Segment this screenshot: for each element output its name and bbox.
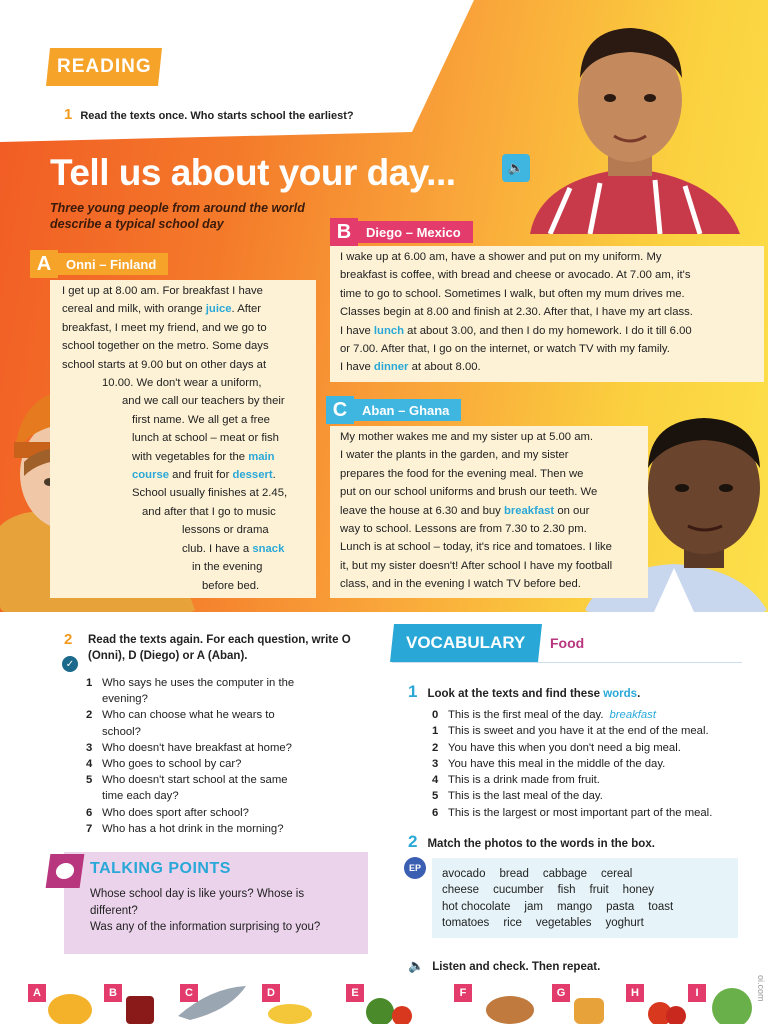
text-line: first name. We all get a free xyxy=(132,413,270,426)
word-option: honey xyxy=(622,884,655,897)
word-row xyxy=(442,899,728,915)
photo-label: H xyxy=(626,984,644,1002)
vocab-exercise-2-instruction: 2 Match the photos to the words in the box. xyxy=(408,832,655,851)
text-line: I water the plants in the garden, and my sister xyxy=(340,449,569,462)
word-option: fruit xyxy=(589,884,609,897)
text-line: club. I have a snack xyxy=(182,542,285,555)
text-line: put on our school uniforms and brush our teeth. We xyxy=(340,486,598,499)
vocab-definitions xyxy=(432,707,752,821)
text-b-body xyxy=(330,246,764,382)
word-row xyxy=(442,866,728,882)
vocab-highlight: course xyxy=(132,469,170,482)
vocab-highlight: main xyxy=(248,450,275,463)
word-option: cheese xyxy=(442,884,480,897)
list-item: 6 Who does sport after school? xyxy=(86,806,249,819)
text-line: it, but my sister doesn't! After school I have my football xyxy=(340,559,613,572)
speaker-icon: 🔈 xyxy=(408,958,425,973)
vocab-exercise-1-instruction: 1 Look at the texts and find these words. xyxy=(408,682,641,701)
photo-label: D xyxy=(262,984,280,1002)
text-line: school together on the metro. Some days xyxy=(62,340,269,353)
text-line: breakfast, I meet my friend, and we go to xyxy=(62,321,267,334)
text-line: prepares the food for the evening meal. Then we xyxy=(340,467,584,480)
list-item: 5 Who doesn't start school at the same time each day? xyxy=(86,774,288,803)
speaker-icon: 🔈 xyxy=(507,160,525,175)
check-icon: ✓ xyxy=(62,656,78,672)
example-answer: breakfast xyxy=(609,709,656,721)
talking-points-box xyxy=(48,852,368,960)
word-row xyxy=(442,915,728,931)
text-line: or 7.00. After that, I go on the internet, or watch TV with my family. xyxy=(340,343,670,356)
list-item: 7 Who has a hot drink in the morning? xyxy=(86,822,284,835)
word-option: pasta xyxy=(606,900,635,913)
list-item: 3 You have this meal in the middle of the day. xyxy=(432,757,666,770)
text-a-tag: A Onni – Finland xyxy=(30,250,168,278)
vocab-highlight: dessert xyxy=(232,469,273,482)
list-item: 4 Who goes to school by car? xyxy=(86,758,242,771)
text-line: time to go to school. Sometimes I walk, but often my mum drives me. xyxy=(340,287,685,300)
word-option: avocado xyxy=(442,868,486,880)
word-option: mango xyxy=(556,900,593,913)
list-item: 6 This is the largest or most important part of the meal. xyxy=(432,806,713,819)
vocabulary-topic: Food xyxy=(550,635,585,651)
list-item: 1 Who says he uses the computer in the evening? xyxy=(86,677,295,706)
text-line: I wake up at 6.00 am, have a shower and put on my uniform. My xyxy=(340,251,662,263)
vocab-highlight: lunch xyxy=(373,324,405,337)
list-item: 1 This is sweet and you have it at the end of the meal. xyxy=(432,725,709,738)
text-line: breakfast is coffee, with bread and cheese or avocado. At 7.00 am, it's xyxy=(340,269,691,282)
text-line: I have lunch at about 3.00, and then I do my homework. I do it till 6.00 xyxy=(340,324,692,337)
text-line: school starts at 9.00 but on other days at xyxy=(62,358,267,371)
talking-points-title: TALKING POINTS xyxy=(90,860,231,877)
text-line: Was any of the information surprising to you? xyxy=(90,921,321,933)
page-title: Tell us about your day... xyxy=(50,152,456,193)
text-line: and after that I go to music xyxy=(142,505,276,518)
text-line: leave the house at 6.30 and buy breakfast on our xyxy=(340,504,590,517)
photo-label: G xyxy=(552,984,570,1002)
text-line: class, and in the evening I watch TV before bed. xyxy=(340,578,581,591)
exercise-2-instruction: 2 Read the texts again. For each question, write O (Onni), D (Diego) or A (Aban). xyxy=(64,631,351,662)
text-line: I have dinner at about 8.00. xyxy=(340,361,481,374)
word-option: toast xyxy=(648,900,674,913)
text-line: way to school. Lessons are from 7.30 to 2.30 pm. xyxy=(340,523,587,536)
text-line: cereal and milk, with orange juice. After xyxy=(62,303,262,316)
text-line: different? xyxy=(90,904,138,917)
word-row xyxy=(442,882,728,898)
text-c-body xyxy=(330,426,648,598)
word-option: vegetables xyxy=(535,917,592,930)
vocabulary-tag: VOCABULARY xyxy=(390,624,542,662)
text-line: course and fruit for dessert. xyxy=(132,469,276,482)
text-line: with vegetables for the main xyxy=(132,450,275,463)
word-option: cabbage xyxy=(542,868,588,880)
text-a-body xyxy=(50,280,316,598)
text-line: Classes begin at 8.00 and finish at 2.30. After that, I have my art class. xyxy=(340,306,693,319)
word-option: rice xyxy=(503,917,522,930)
text-line: Whose school day is like yours? Whose is xyxy=(90,888,305,900)
exercise-2-questions xyxy=(86,675,336,837)
word-option: cereal xyxy=(601,868,633,880)
list-item: 0 This is the first meal of the day. breakfast xyxy=(432,707,752,723)
vocab-highlight: dinner xyxy=(373,361,409,374)
photo-label: C xyxy=(180,984,198,1002)
vocab-highlight: breakfast xyxy=(503,504,555,517)
text-line: and we call our teachers by their xyxy=(122,395,285,408)
photo-label: F xyxy=(454,984,472,1002)
photo-diego xyxy=(507,18,754,234)
talking-points-body xyxy=(90,886,358,936)
ep-badge: EP xyxy=(404,857,426,879)
text-line: Lunch is at school – today, it's rice and tomatoes. I like xyxy=(340,541,612,554)
exercise-1-instruction: 1 Read the texts once. Who starts school the earliest? xyxy=(64,106,354,123)
text-line: in the evening xyxy=(192,561,263,574)
word-option: jam xyxy=(524,900,543,913)
list-item: 2 Who can choose what he wears to school? xyxy=(86,709,275,738)
listen-instruction[interactable]: 🔈 Listen and check. Then repeat. xyxy=(408,958,601,973)
text-line: My mother wakes me and my sister up at 5.00 am. xyxy=(340,431,594,443)
speech-bubble-icon xyxy=(46,854,85,888)
text-line: I get up at 8.00 am. For breakfast I have xyxy=(62,285,263,297)
reading-section-tag: READING xyxy=(46,48,162,86)
word-option: bread xyxy=(499,868,529,880)
text-line: 10.00. We don't wear a uniform, xyxy=(102,377,262,390)
list-item: 3 Who doesn't have breakfast at home? xyxy=(86,741,292,754)
word-option: tomatoes xyxy=(442,917,490,930)
word-option: cucumber xyxy=(493,884,544,897)
vocabulary-divider xyxy=(392,662,742,663)
text-b-tag: B Diego – Mexico xyxy=(330,218,473,246)
vocab-highlight: snack xyxy=(252,542,285,555)
photo-label: E xyxy=(346,984,364,1002)
photo-label: I xyxy=(688,984,706,1002)
copyright-text: oi.com xyxy=(756,975,766,1002)
list-item: 4 This is a drink made from fruit. xyxy=(432,774,600,787)
word-box xyxy=(432,858,738,938)
word-option: hot chocolate xyxy=(442,900,511,913)
word-option: yoghurt xyxy=(605,917,644,930)
page-subtitle: Three young people from around the world describe a typical school day xyxy=(50,201,305,231)
vocab-highlight: juice xyxy=(205,303,232,316)
word-option: fish xyxy=(557,884,576,897)
photo-label: B xyxy=(104,984,122,1002)
text-line: before bed. xyxy=(202,579,260,592)
text-line: lunch at school – meat or fish xyxy=(132,432,279,445)
list-item: 2 You have this when you don't need a big meal. xyxy=(432,741,681,754)
list-item: 5 This is the last meal of the day. xyxy=(432,790,603,803)
photo-label: A xyxy=(28,984,46,1002)
text-line: School usually finishes at 2.45, xyxy=(132,487,288,500)
text-line: lessons or drama xyxy=(182,524,269,537)
text-c-tag: C Aban – Ghana xyxy=(326,396,461,424)
